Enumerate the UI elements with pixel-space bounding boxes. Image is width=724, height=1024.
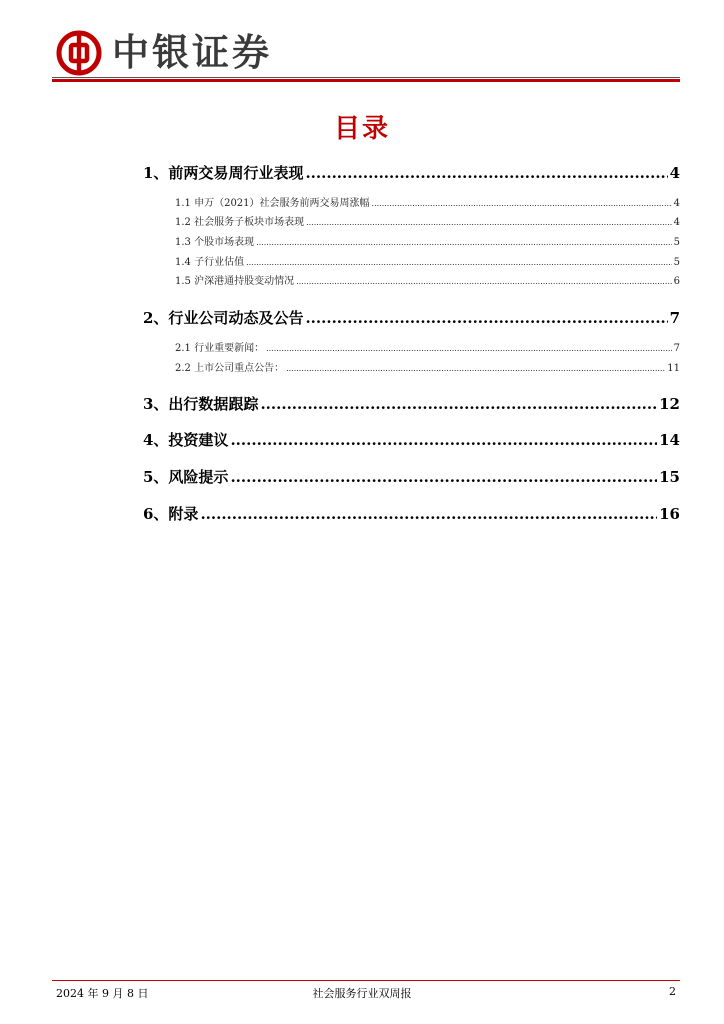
dot-leader bbox=[230, 430, 657, 450]
toc-entry-page: 5 bbox=[673, 237, 680, 248]
toc-entry-page: 11 bbox=[667, 363, 680, 374]
toc-entry-label: 1.4 子行业估值 bbox=[175, 257, 245, 268]
footer-page-number: 2 bbox=[669, 985, 676, 998]
toc-entry-page: 5 bbox=[673, 257, 680, 268]
toc-entry-1-5[interactable] bbox=[175, 275, 680, 289]
footer-report-name: 社会服务行业双周报 bbox=[312, 987, 412, 1000]
toc-entry-label: 3、出行数据跟踪 bbox=[143, 395, 259, 413]
dot-leader bbox=[286, 362, 665, 376]
toc-entry-page: 14 bbox=[659, 431, 680, 449]
toc-entry-label: 2.2 上市公司重点公告： bbox=[175, 363, 285, 374]
toc-entry-page: 7 bbox=[669, 309, 680, 327]
toc-title: 目录 bbox=[333, 114, 390, 144]
toc-entry-2-1[interactable] bbox=[175, 342, 680, 356]
dot-leader bbox=[260, 394, 657, 414]
toc-entry-1-4[interactable] bbox=[175, 256, 680, 270]
toc-entry-label: 4、投资建议 bbox=[143, 431, 229, 449]
header-divider-red bbox=[52, 79, 680, 82]
dot-leader bbox=[266, 342, 672, 356]
toc-entry-5[interactable] bbox=[143, 467, 680, 487]
dot-leader bbox=[305, 308, 667, 328]
toc-entry-label: 6、附录 bbox=[143, 505, 199, 523]
dot-leader bbox=[296, 275, 672, 289]
toc-entry-2-2[interactable] bbox=[175, 362, 680, 376]
footer-date: 2024 年 9 月 8 日 bbox=[56, 987, 149, 1000]
toc-entry-label: 2、行业公司动态及公告 bbox=[143, 309, 304, 327]
dot-leader bbox=[372, 197, 672, 211]
toc-entry-page: 6 bbox=[673, 276, 680, 287]
toc-entry-label: 1.3 个股市场表现 bbox=[175, 237, 255, 248]
toc-entry-2[interactable] bbox=[143, 308, 680, 328]
toc-entry-page: 4 bbox=[673, 217, 680, 228]
toc-entry-page: 16 bbox=[659, 505, 680, 523]
toc-entry-label: 5、风险提示 bbox=[143, 468, 229, 486]
toc-entry-3[interactable] bbox=[143, 394, 680, 414]
toc-entry-label: 1、前两交易周行业表现 bbox=[143, 164, 304, 182]
toc-entry-4[interactable] bbox=[143, 430, 680, 450]
page-header bbox=[0, 0, 724, 90]
toc-entry-6[interactable] bbox=[143, 504, 680, 524]
dot-leader bbox=[230, 467, 657, 487]
toc-entry-label: 1.1 申万（2021）社会服务前两交易周涨幅 bbox=[175, 198, 370, 209]
dot-leader bbox=[256, 236, 672, 250]
footer-divider bbox=[52, 980, 680, 981]
toc-entry-1-2[interactable] bbox=[175, 216, 680, 230]
bank-of-china-logo-icon bbox=[56, 30, 102, 76]
toc-entry-page: 7 bbox=[673, 343, 680, 354]
toc-entry-1-3[interactable] bbox=[175, 236, 680, 250]
toc-entry-1[interactable] bbox=[143, 163, 680, 183]
brand-name: 中银证券 bbox=[112, 30, 272, 74]
toc-entry-page: 4 bbox=[673, 198, 680, 209]
header-divider-thin bbox=[52, 77, 680, 78]
toc-entry-label: 2.1 行业重要新闻： bbox=[175, 343, 265, 354]
dot-leader bbox=[306, 216, 672, 230]
toc-entry-page: 4 bbox=[669, 164, 680, 182]
toc-entry-1-1[interactable] bbox=[175, 197, 680, 211]
toc-entry-label: 1.5 沪深港通持股变动情况 bbox=[175, 276, 295, 287]
toc-entry-label: 1.2 社会服务子板块市场表现 bbox=[175, 217, 305, 228]
dot-leader bbox=[200, 504, 657, 524]
dot-leader bbox=[246, 256, 672, 270]
dot-leader bbox=[305, 163, 667, 183]
toc-entry-page: 12 bbox=[659, 395, 680, 413]
toc-entry-page: 15 bbox=[659, 468, 680, 486]
